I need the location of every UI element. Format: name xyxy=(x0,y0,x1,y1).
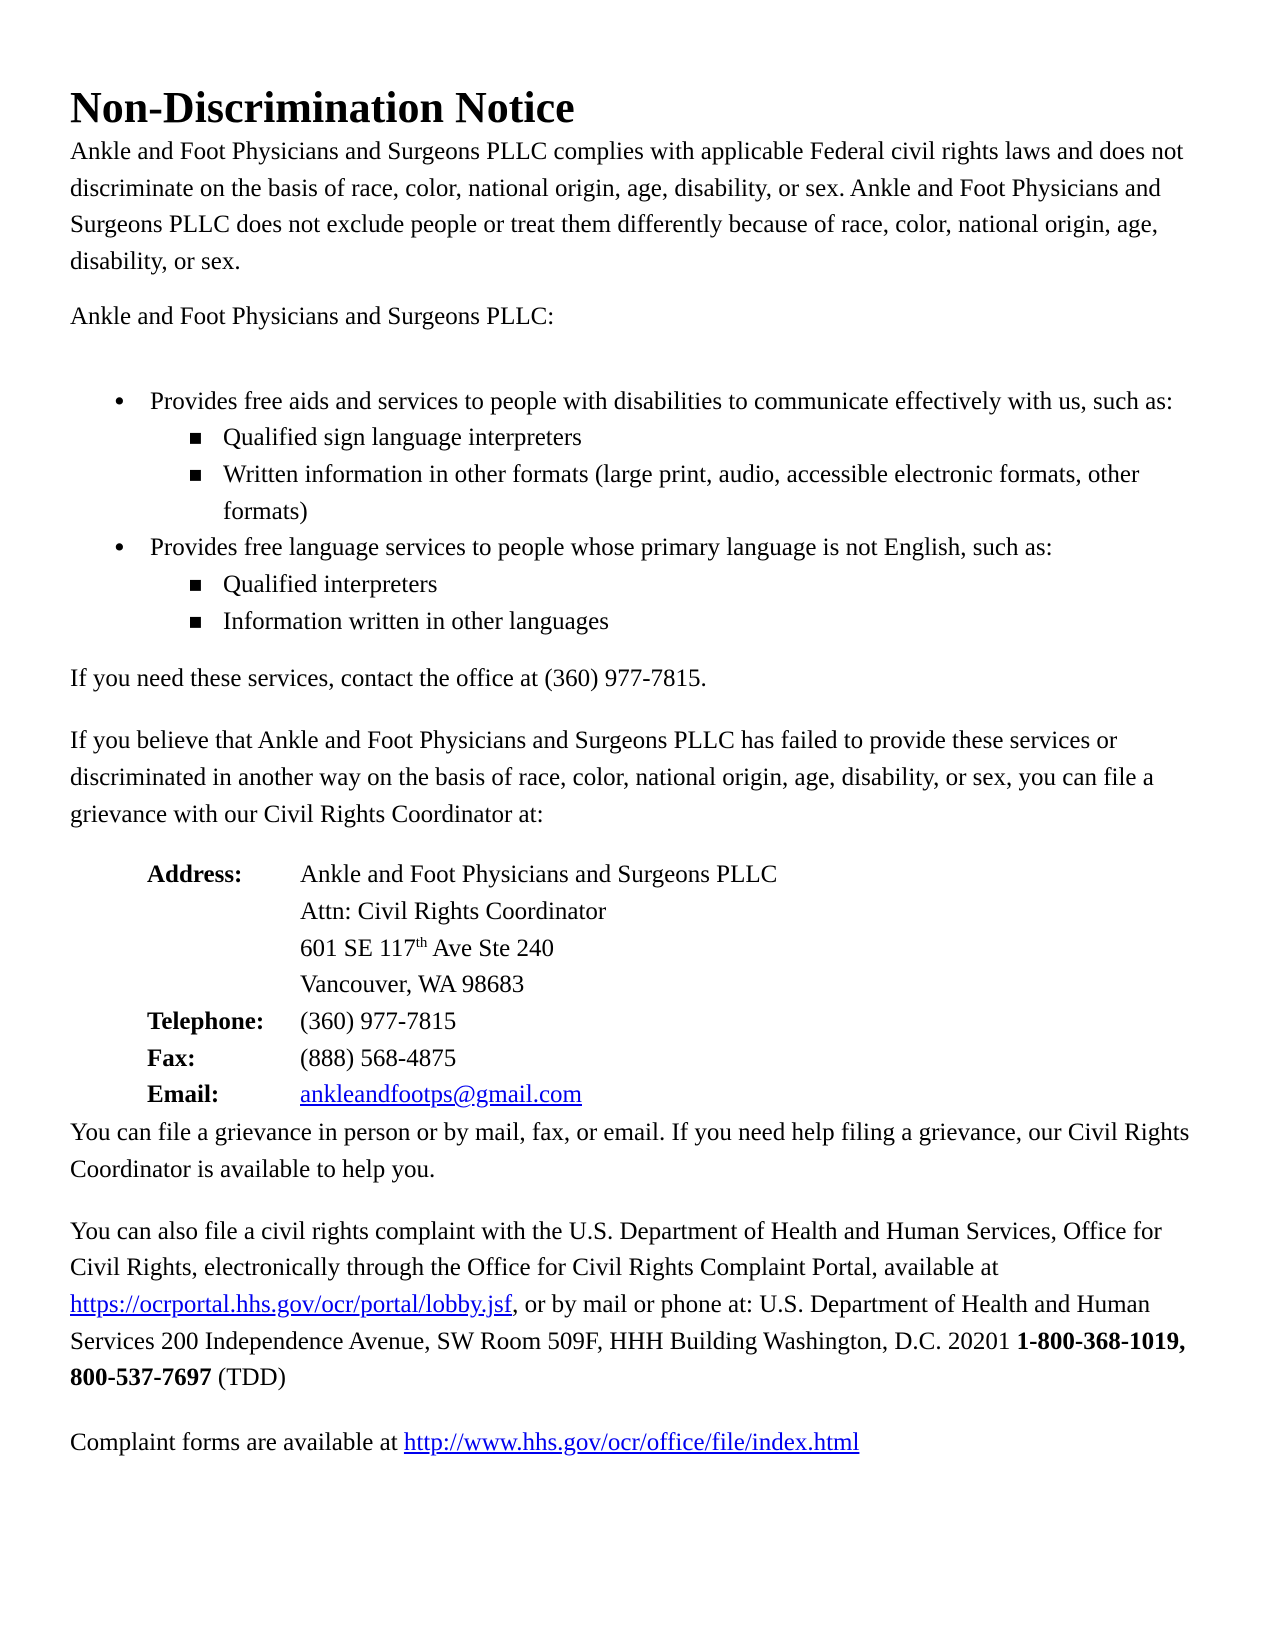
street-number: 601 SE 117 xyxy=(300,934,416,962)
telephone-label: Telephone: xyxy=(147,1008,265,1036)
email-link[interactable]: ankleandfootps@gmail.com xyxy=(300,1081,582,1109)
list-item-text: Provides free language services to people whose primary language is not English, such as: xyxy=(150,534,1053,562)
ocr-portal-link[interactable]: https://ocrportal.hhs.gov/ocr/portal/lobby.jsf xyxy=(70,1290,513,1318)
list-item xyxy=(70,420,1200,457)
list-item xyxy=(70,604,1200,641)
contact-row-address xyxy=(70,894,1200,931)
list-item-text: Information written in other languages xyxy=(223,607,609,635)
list-item-text: Qualified sign language interpreters xyxy=(223,424,582,452)
address-label-spacer xyxy=(147,894,300,931)
hhs-text-before-link: You can also file a civil rights complaint with the U.S. Department of Health and Human Services, Office for Civil Rights, electronically through the Office for Civil Rights Complaint Portal, available at xyxy=(70,1217,1162,1282)
hhs-phone-numbers: 1-800-368-1019, 800-537-7697 xyxy=(70,1327,1186,1392)
square-bullet-icon: ▪ xyxy=(188,461,203,487)
services-contact-paragraph: If you need these services, contact the office at (360) 977-7815. xyxy=(70,665,707,693)
contact-row-address xyxy=(70,967,1200,1004)
street-rest: Ave Ste 240 xyxy=(427,934,555,962)
org-heading: Ankle and Foot Physicians and Surgeons PLLC: xyxy=(70,302,555,330)
hhs-forms-link[interactable]: http://www.hhs.gov/ocr/office/file/index.html xyxy=(403,1429,860,1457)
hhs-complaint-paragraph xyxy=(70,1214,1200,1398)
list-item xyxy=(70,567,1200,604)
square-bullet-icon: ▪ xyxy=(188,608,203,634)
address-line-4: Vancouver, WA 98683 xyxy=(300,971,525,999)
list-item xyxy=(70,384,1200,421)
square-bullet-icon: ▪ xyxy=(188,425,203,451)
bullet-icon: • xyxy=(112,386,127,416)
address-label: Address: xyxy=(147,861,243,889)
square-bullet-icon: ▪ xyxy=(188,572,203,598)
hhs-text-after-link: , or by mail or phone at: U.S. Department of Health and Human Services 200 Independence Avenue, SW Room 509F, HHH Building Washington, D.C. 20201 xyxy=(70,1290,1151,1355)
list-item-text: Qualified interpreters xyxy=(223,571,438,599)
address-line-3 xyxy=(300,931,1200,968)
grievance-intro-paragraph: If you believe that Ankle and Foot Physicians and Surgeons PLLC has failed to provide these services or discriminated in another way on the basis of race, color, national origin, age, disability, or sex, you can file a grievance with our Civil Rights Coordinator at: xyxy=(70,727,1154,828)
intro-paragraph: Ankle and Foot Physicians and Surgeons PLLC complies with applicable Federal civil rights laws and does not discriminate on the basis of race, color, national origin, age, disability, or sex. Ankle and Foot Physicians and Surgeons PLLC does not exclude people or treat them differently because of race, color, national origin, age, disability, or sex. xyxy=(70,138,1184,276)
ordinal-superscript: th xyxy=(415,934,428,951)
address-line-1: Ankle and Foot Physicians and Surgeons PLLC xyxy=(300,861,778,889)
address-line-2: Attn: Civil Rights Coordinator xyxy=(300,897,607,925)
email-value xyxy=(300,1077,1200,1114)
fax-label: Fax: xyxy=(147,1044,196,1072)
hhs-tdd-note: (TDD) xyxy=(211,1364,286,1392)
contact-row-telephone xyxy=(70,1004,1200,1041)
email-label: Email: xyxy=(147,1081,220,1109)
bullet-icon: • xyxy=(112,533,127,563)
fax-value: (888) 568-4875 xyxy=(300,1044,457,1072)
forms-text-before-link: Complaint forms are available at xyxy=(70,1429,404,1457)
list-item xyxy=(70,457,1200,530)
telephone-value: (360) 977-7815 xyxy=(300,1008,457,1036)
address-label-spacer xyxy=(147,967,300,1004)
bullet-list xyxy=(70,384,1200,641)
complaint-forms-paragraph xyxy=(70,1425,1200,1462)
contact-row-address xyxy=(70,931,1200,968)
list-item xyxy=(70,530,1200,567)
address-label-spacer xyxy=(147,931,300,968)
contact-row-address xyxy=(70,857,1200,894)
list-item-text: Provides free aids and services to people with disabilities to communicate effectively with us, such as: xyxy=(150,387,1173,415)
contact-block xyxy=(70,857,1200,1114)
list-item-text: Written information in other formats (large print, audio, accessible electronic formats, other formats) xyxy=(223,460,1140,525)
contact-row-fax xyxy=(70,1041,1200,1078)
contact-row-email xyxy=(70,1077,1200,1114)
file-grievance-paragraph: You can file a grievance in person or by mail, fax, or email. If you need help filing a grievance, our Civil Rights Coordinator is available to help you. xyxy=(70,1119,1190,1183)
page-title: Non-Discrimination Notice xyxy=(70,83,575,132)
